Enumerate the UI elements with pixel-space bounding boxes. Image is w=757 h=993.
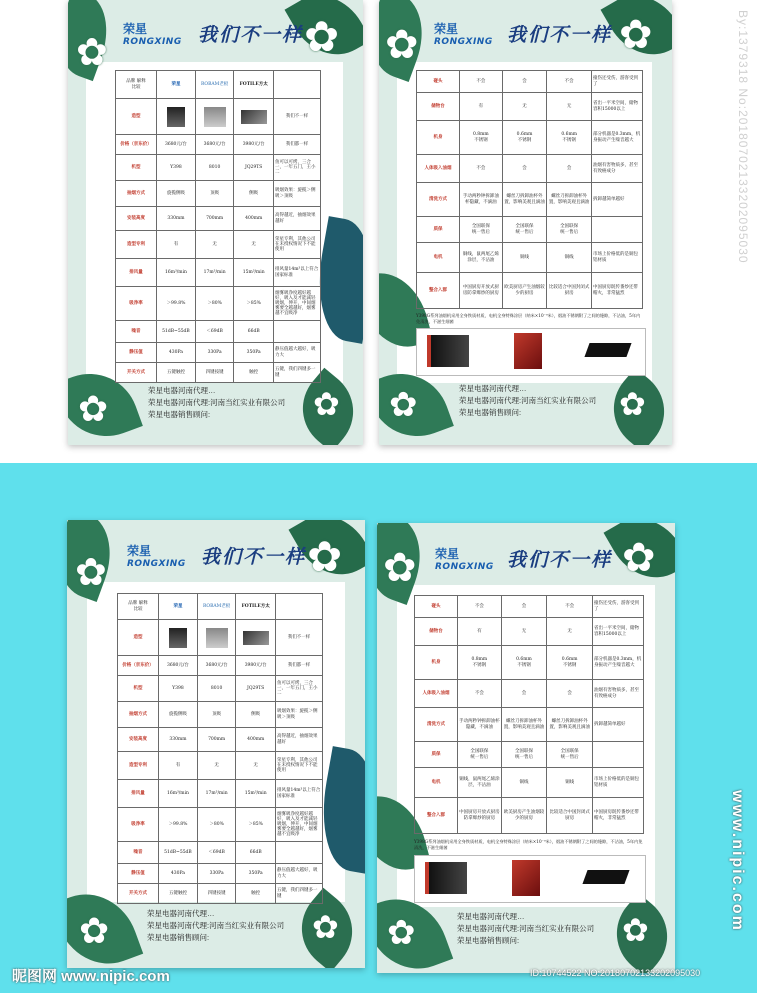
table-cell: 3980元/台	[236, 656, 276, 676]
table-cell: 不会	[460, 71, 503, 93]
table-cell: 烟雾吸净度越好越好，吸入及才能减轻吸烟，伸开，中间烟雾要全越越好，烟雾越不宜吸净	[276, 808, 323, 842]
table-cell: 比较适合中国封闭式厨房	[547, 273, 592, 309]
table-cell: ＞99.8%	[159, 808, 198, 842]
table-cell: 全国联保 统一售后	[458, 742, 502, 768]
table-cell: 430Pa	[157, 343, 196, 363]
row-label: 电机	[417, 243, 460, 273]
table-cell: 五键触控	[159, 884, 198, 904]
table-cell: 欧美厨房产生油烟较少的厨房	[502, 273, 547, 309]
row-label: 安装高度	[118, 728, 159, 752]
row-label: 机身	[415, 646, 458, 680]
table-cell: 吸烟效果：旋揽＞侧吸＞顶吸	[274, 181, 321, 207]
table-cell: 侧吸	[234, 181, 274, 207]
table-cell: 0.6mm 不锈钢	[547, 121, 592, 155]
table-cell: 330Pa	[197, 864, 235, 884]
slogan-title: 我们不一样	[201, 546, 307, 568]
table-cell: 手动两秒钟拆卸油杯隐藏，不滴油	[458, 708, 502, 742]
table-cell: 0.6mm 不锈钢	[547, 646, 593, 680]
table-cell: 3980元/台	[234, 135, 274, 155]
product-image	[512, 860, 540, 896]
table-cell: 排风量14m³以上符合国家标准	[274, 259, 321, 287]
lily-flower-icon: ✿	[389, 386, 418, 424]
diagonal-header-cell: 品牌 解释 比较	[118, 594, 159, 620]
table-cell: 无	[501, 618, 547, 646]
table-cell: 不会	[458, 680, 502, 708]
row-label: 电机	[415, 768, 458, 798]
table-cell: 会	[501, 596, 547, 618]
table-cell: 无	[547, 618, 593, 646]
table-cell: Y398	[157, 155, 196, 181]
brand-header: FOTILE方太	[234, 71, 274, 99]
table-cell: 有	[159, 752, 198, 780]
table-cell: 螺丝刀拆卸油杯外置，影响美观且滴油	[547, 183, 592, 217]
row-label: 吸净率	[118, 808, 159, 842]
table-cell: 无	[195, 231, 233, 259]
table-cell: 欧美厨房产生油烟较少的厨房	[501, 798, 547, 834]
table-cell: 400mm	[234, 207, 274, 231]
row-label: 清洗方式	[417, 183, 460, 217]
brand-logo: 荣星 RONGXING	[434, 22, 493, 47]
table-cell: 无	[547, 93, 592, 121]
row-label: 质保	[415, 742, 458, 768]
lily-flower-icon: ✿	[619, 13, 653, 57]
product-image	[584, 343, 631, 357]
slogan-title: 我们不一样	[507, 549, 613, 571]
table-cell: 铜线，鼠两尾乙烯涂层，不沾油	[460, 243, 503, 273]
comparison-table-1	[115, 70, 321, 383]
table-cell: 3680元/台	[197, 656, 235, 676]
product-image	[159, 620, 198, 656]
table-cell: 旋揽侧吸	[159, 702, 198, 728]
table-cell: 0.6mm 不锈钢	[501, 646, 547, 680]
table-cell: 330mm	[157, 207, 196, 231]
row-label: 安装高度	[116, 207, 157, 231]
id-watermark: ID:10744522 NO:20180702133202095030	[530, 968, 701, 978]
table-cell: 中国厨房开放式厨房防拿爆炒的厨房	[458, 798, 502, 834]
row-label: 造型	[116, 99, 157, 135]
table-cell: 无	[234, 231, 274, 259]
lily-flower-icon: ✿	[79, 910, 110, 951]
footer-contact: 荣星电器河南代理… 荣星电器河南代理:河南当红实业有限公司 荣星电器销售顾问:	[147, 909, 285, 942]
table-cell: 无	[502, 93, 547, 121]
lily-flower-icon: ✿	[312, 909, 339, 945]
table-cell: 吸烟效果：旋揽＞侧吸＞顶吸	[276, 702, 323, 728]
row-label: 静压值	[116, 343, 157, 363]
table-cell: ＜69dB	[195, 321, 233, 343]
table-cell: 66dB	[234, 321, 274, 343]
table-cell: 无	[236, 752, 276, 780]
flyer-page-1-top	[68, 0, 363, 445]
product-image	[514, 333, 542, 369]
lily-flower-icon: ✿	[76, 32, 108, 74]
brand-header: 荣星	[159, 594, 198, 620]
table-cell: 拆卸越简单越好	[592, 183, 643, 217]
table-cell: JQ29TS	[236, 676, 276, 702]
lily-flower-icon: ✿	[385, 23, 419, 67]
table-cell: 400mm	[236, 728, 276, 752]
table-cell: 触控	[234, 363, 274, 383]
lily-flower-icon: ✿	[619, 386, 646, 422]
table-cell: 会	[547, 680, 593, 708]
table-cell: 全国联保 统一售后	[547, 217, 592, 243]
table-cell: 螺丝刀拆卸油杯外置，影响美观且滴油	[501, 708, 547, 742]
table-cell: ＞80%	[197, 808, 235, 842]
row-label: 人体吸入油烟	[415, 680, 458, 708]
table-cell: 烟雾吸净度越好越好，吸入及才能减轻吸烟，伸开，中间烟雾要全越越好，烟雾越不宜吸净	[274, 287, 321, 321]
table-cell: 旋揽侧吸	[157, 181, 196, 207]
table-cell: ＞85%	[234, 287, 274, 321]
lily-flower-icon: ✿	[313, 386, 340, 422]
table-cell: 51dB~55dB	[159, 842, 198, 864]
table-cell: 鱼可以可烤，三合一，一年五门，王小二	[274, 155, 321, 181]
table-cell: 四键按键	[197, 884, 235, 904]
table-cell: 铜线	[547, 768, 593, 798]
table-cell: JQ29TS	[234, 155, 274, 181]
product-image	[236, 620, 276, 656]
table-cell: 顶吸	[197, 702, 235, 728]
table-cell: 51dB~55dB	[157, 321, 196, 343]
table-cell: 铜线，鼠两尾乙烯涂层，不沾油	[458, 768, 502, 798]
row-label: 价格（京东价）	[118, 656, 159, 676]
lily-flower-icon: ✿	[383, 546, 417, 590]
brand-logo: 荣星 RONGXING	[123, 22, 182, 47]
table-cell: 高得越近，抽烟效果越好	[276, 728, 323, 752]
table-cell: 中国厨房既传番炒还带帽火，非常猛烈	[593, 798, 644, 834]
table-cell: 螺丝刀拆卸油杯外置，影响美观且滴油	[502, 183, 547, 217]
table-cell: 撞伤还受伤，游客受到了	[592, 71, 643, 93]
table-cell: 市场上价格低的是铜包铝材质	[593, 768, 644, 798]
table-cell: 鱼可以可烤，三合一，一年五门，王小二	[276, 676, 323, 702]
brand-logo: 荣星 RONGXING	[127, 544, 186, 569]
brand-header: 荣星	[157, 71, 196, 99]
product-image-strip	[414, 855, 646, 903]
table-cell: 3680元/台	[157, 135, 196, 155]
flyer-page-1-bottom	[67, 520, 365, 968]
table-cell: 16m³/min	[159, 780, 198, 808]
site-watermark: 昵图网 www.nipic.com	[12, 968, 170, 985]
table-cell: 66dB	[236, 842, 276, 864]
row-label: 机型	[118, 676, 159, 702]
table-cell: 部分机器是0.3mm，机身振动产生噪音越大	[592, 121, 643, 155]
product-image	[234, 99, 274, 135]
table-cell: 油烟有害物质多，甚至有致癌成分	[592, 155, 643, 183]
table-cell: 不会	[460, 155, 503, 183]
table-cell: 17m³/min	[195, 259, 233, 287]
table-cell: 我们都一样	[276, 656, 323, 676]
table-cell: 荣星专利，其他公司在未授权情况下不能使用	[276, 752, 323, 780]
row-label: 开关方式	[116, 363, 157, 383]
table-cell: 中国厨房既传番炒还带帽火，非常猛烈	[592, 273, 643, 309]
table-cell	[276, 842, 323, 864]
table-cell: 3680元/台	[195, 135, 233, 155]
row-label: 储物台	[417, 93, 460, 121]
table-cell: 不会	[458, 596, 502, 618]
product-image	[195, 99, 233, 135]
table-cell: 会	[547, 155, 592, 183]
product-image	[157, 99, 196, 135]
brand-header: FOTILE方太	[236, 594, 276, 620]
row-label: 质保	[417, 217, 460, 243]
lily-flower-icon: ✿	[75, 552, 107, 594]
table-cell: 会	[502, 71, 547, 93]
table-cell	[592, 217, 643, 243]
table-cell: 中国厨房开放式厨房防拿爆炒的厨房	[460, 273, 503, 309]
row-label: 碰头	[415, 596, 458, 618]
table-cell: 会	[502, 155, 547, 183]
table-cell: 四键按键	[195, 363, 233, 383]
table-cell: 静压值越大越好，吸力大	[274, 343, 321, 363]
table-cell: 比较适合中国封闭式厨房	[547, 798, 593, 834]
table-cell: 部分机器是0.3mm，机身振动产生噪音越大	[593, 646, 644, 680]
table-cell: 全国联保 统一售后	[460, 217, 503, 243]
flyer-page-2-bottom	[377, 523, 675, 973]
table-cell: 8010	[195, 155, 233, 181]
table-cell: 700mm	[197, 728, 235, 752]
table-cell: 荣星专利，其他公司在未授权情况下不能使用	[274, 231, 321, 259]
table-cell: 静压值越大越好，吸力大	[276, 864, 323, 884]
row-label: 人体吸入油烟	[417, 155, 460, 183]
row-label: 噪音	[118, 842, 159, 864]
table-cell: 不会	[547, 71, 592, 93]
table-cell: 铜线	[502, 243, 547, 273]
table-cell: 省出一平米空间，储物容积15000以上	[593, 618, 644, 646]
table-cell: 顶吸	[195, 181, 233, 207]
table-cell	[274, 321, 321, 343]
product-image	[582, 870, 629, 884]
table-cell: 15m³/min	[236, 780, 276, 808]
table-cell: 五键，我们四键多一键	[276, 884, 323, 904]
material-note: Y398G系列油烟机采用全身铁质材质，电机全身特殊涂层（纳米×10⁻⁹米），烟油不锈钢附了之间的缝隙，不沾油，5年内免清洗，不滋生细菌	[414, 839, 643, 850]
table-cell: 省出一平米空间，储物容积15000以上	[592, 93, 643, 121]
row-label: 吸净率	[116, 287, 157, 321]
table-cell: 会	[501, 680, 547, 708]
table-cell: 手动两秒钟拆卸油杯隐藏，不滴油	[460, 183, 503, 217]
comparison-table-2	[416, 70, 643, 309]
table-cell: 330Pa	[195, 343, 233, 363]
product-image-strip	[416, 328, 646, 376]
table-cell: 拆卸越简单越好	[593, 708, 644, 742]
table-cell: 0.8mm 不锈钢	[458, 646, 502, 680]
table-cell: 高得越近，抽烟效果越好	[274, 207, 321, 231]
row-label: 机身	[417, 121, 460, 155]
table-cell: 有	[460, 93, 503, 121]
table-cell: 触控	[236, 884, 276, 904]
diagonal-header-cell: 品牌 解释 比较	[116, 71, 157, 99]
table-cell: 430Pa	[159, 864, 198, 884]
row-label: 抽烟方式	[118, 702, 159, 728]
table-cell: 0.6mm 不锈钢	[502, 121, 547, 155]
comparison-table-2	[414, 595, 644, 834]
table-cell: 700mm	[195, 207, 233, 231]
table-cell: 我们不一样	[276, 620, 323, 656]
lily-flower-icon: ✿	[78, 388, 109, 429]
table-cell: 350Pa	[236, 864, 276, 884]
row-label: 整合入群	[417, 273, 460, 309]
table-cell: 铜线	[501, 768, 547, 798]
table-cell: 3680元/台	[159, 656, 198, 676]
lily-flower-icon: ✿	[622, 536, 656, 580]
row-label: 整合入群	[415, 798, 458, 834]
footer-contact: 荣星电器河南代理… 荣星电器河南代理:河南当红实业有限公司 荣星电器销售顾问:	[459, 384, 597, 417]
table-cell: 排风量14m³以上符合国家标准	[276, 780, 323, 808]
row-label: 储物台	[415, 618, 458, 646]
flyer-page-2-top	[379, 0, 672, 445]
table-cell: 螺丝刀拆卸油杯外置，影响美观且滴油	[547, 708, 593, 742]
brand-logo: 荣星 RONGXING	[435, 547, 494, 572]
vertical-id-watermark: By:1379318 No:20180702133202095030	[736, 10, 750, 264]
table-cell: 油烟有害物质多，甚至有致癌成分	[593, 680, 644, 708]
table-cell: 我们不一样	[274, 99, 321, 135]
brand-header: ROBAM老板	[195, 71, 233, 99]
lily-flower-icon: ✿	[307, 533, 343, 580]
footer-contact: 荣星电器河南代理… 荣星电器河南代理:河南当红实业有限公司 荣星电器销售顾问:	[148, 386, 286, 419]
row-label: 噪音	[116, 321, 157, 343]
table-cell	[593, 742, 644, 768]
vertical-site-watermark: www.nipic.com	[729, 790, 746, 932]
table-cell: 侧吸	[236, 702, 276, 728]
table-cell: 铜线	[547, 243, 592, 273]
table-cell: 不会	[547, 596, 593, 618]
row-label: 排风量	[116, 259, 157, 287]
lily-flower-icon: ✿	[304, 13, 340, 60]
table-cell: 五键触控	[157, 363, 196, 383]
table-cell: 330mm	[159, 728, 198, 752]
row-label: 造型	[118, 620, 159, 656]
table-cell: 全国联保 统一售后	[502, 217, 547, 243]
slogan-title: 我们不一样	[198, 24, 304, 46]
table-cell: 全国联保 统一售后	[547, 742, 593, 768]
row-label: 开关方式	[118, 884, 159, 904]
comparison-table-1	[117, 593, 323, 904]
table-cell: 17m³/min	[197, 780, 235, 808]
table-cell: ＜69dB	[197, 842, 235, 864]
row-label: 抽烟方式	[116, 181, 157, 207]
table-cell: ＞80%	[195, 287, 233, 321]
row-label: 清洗方式	[415, 708, 458, 742]
lily-flower-icon: ✿	[387, 914, 416, 952]
table-cell: 我们都一样	[274, 135, 321, 155]
table-cell: 350Pa	[234, 343, 274, 363]
table-cell: ＞85%	[236, 808, 276, 842]
row-label: 碰头	[417, 71, 460, 93]
table-cell: 16m³/min	[157, 259, 196, 287]
table-cell: 15m³/min	[234, 259, 274, 287]
table-cell: 有	[157, 231, 196, 259]
table-cell: 五键，我们四键多一键	[274, 363, 321, 383]
product-image	[197, 620, 235, 656]
row-label: 造型专利	[116, 231, 157, 259]
row-label: 机型	[116, 155, 157, 181]
material-note: Y398G系列油烟机采用全身铁质材质，电机全身特殊涂层（纳米×10⁻⁹米），烟油不锈钢附了之间的缝隙，不沾油，5年内免清洗，不滋生细菌	[416, 313, 641, 324]
table-cell: 有	[458, 618, 502, 646]
table-cell: 撞伤还受伤，游客受到了	[593, 596, 644, 618]
row-label: 排风量	[118, 780, 159, 808]
table-cell: ＞99.8%	[157, 287, 196, 321]
slogan-title: 我们不一样	[507, 24, 613, 46]
product-image	[425, 862, 467, 894]
lily-flower-icon: ✿	[622, 912, 649, 948]
table-cell: 0.8mm 不锈钢	[460, 121, 503, 155]
footer-contact: 荣星电器河南代理… 荣星电器河南代理:河南当红实业有限公司 荣星电器销售顾问:	[457, 912, 595, 945]
table-cell: 无	[197, 752, 235, 780]
row-label: 造型专利	[118, 752, 159, 780]
table-cell: 全国联保 统一售后	[501, 742, 547, 768]
product-image	[427, 335, 469, 367]
table-cell: Y398	[159, 676, 198, 702]
row-label: 静压值	[118, 864, 159, 884]
brand-header: ROBAM老板	[197, 594, 235, 620]
table-cell: 市场上价格低的是铜包铝材质	[592, 243, 643, 273]
row-label: 价格（京东价）	[116, 135, 157, 155]
table-cell: 8010	[197, 676, 235, 702]
